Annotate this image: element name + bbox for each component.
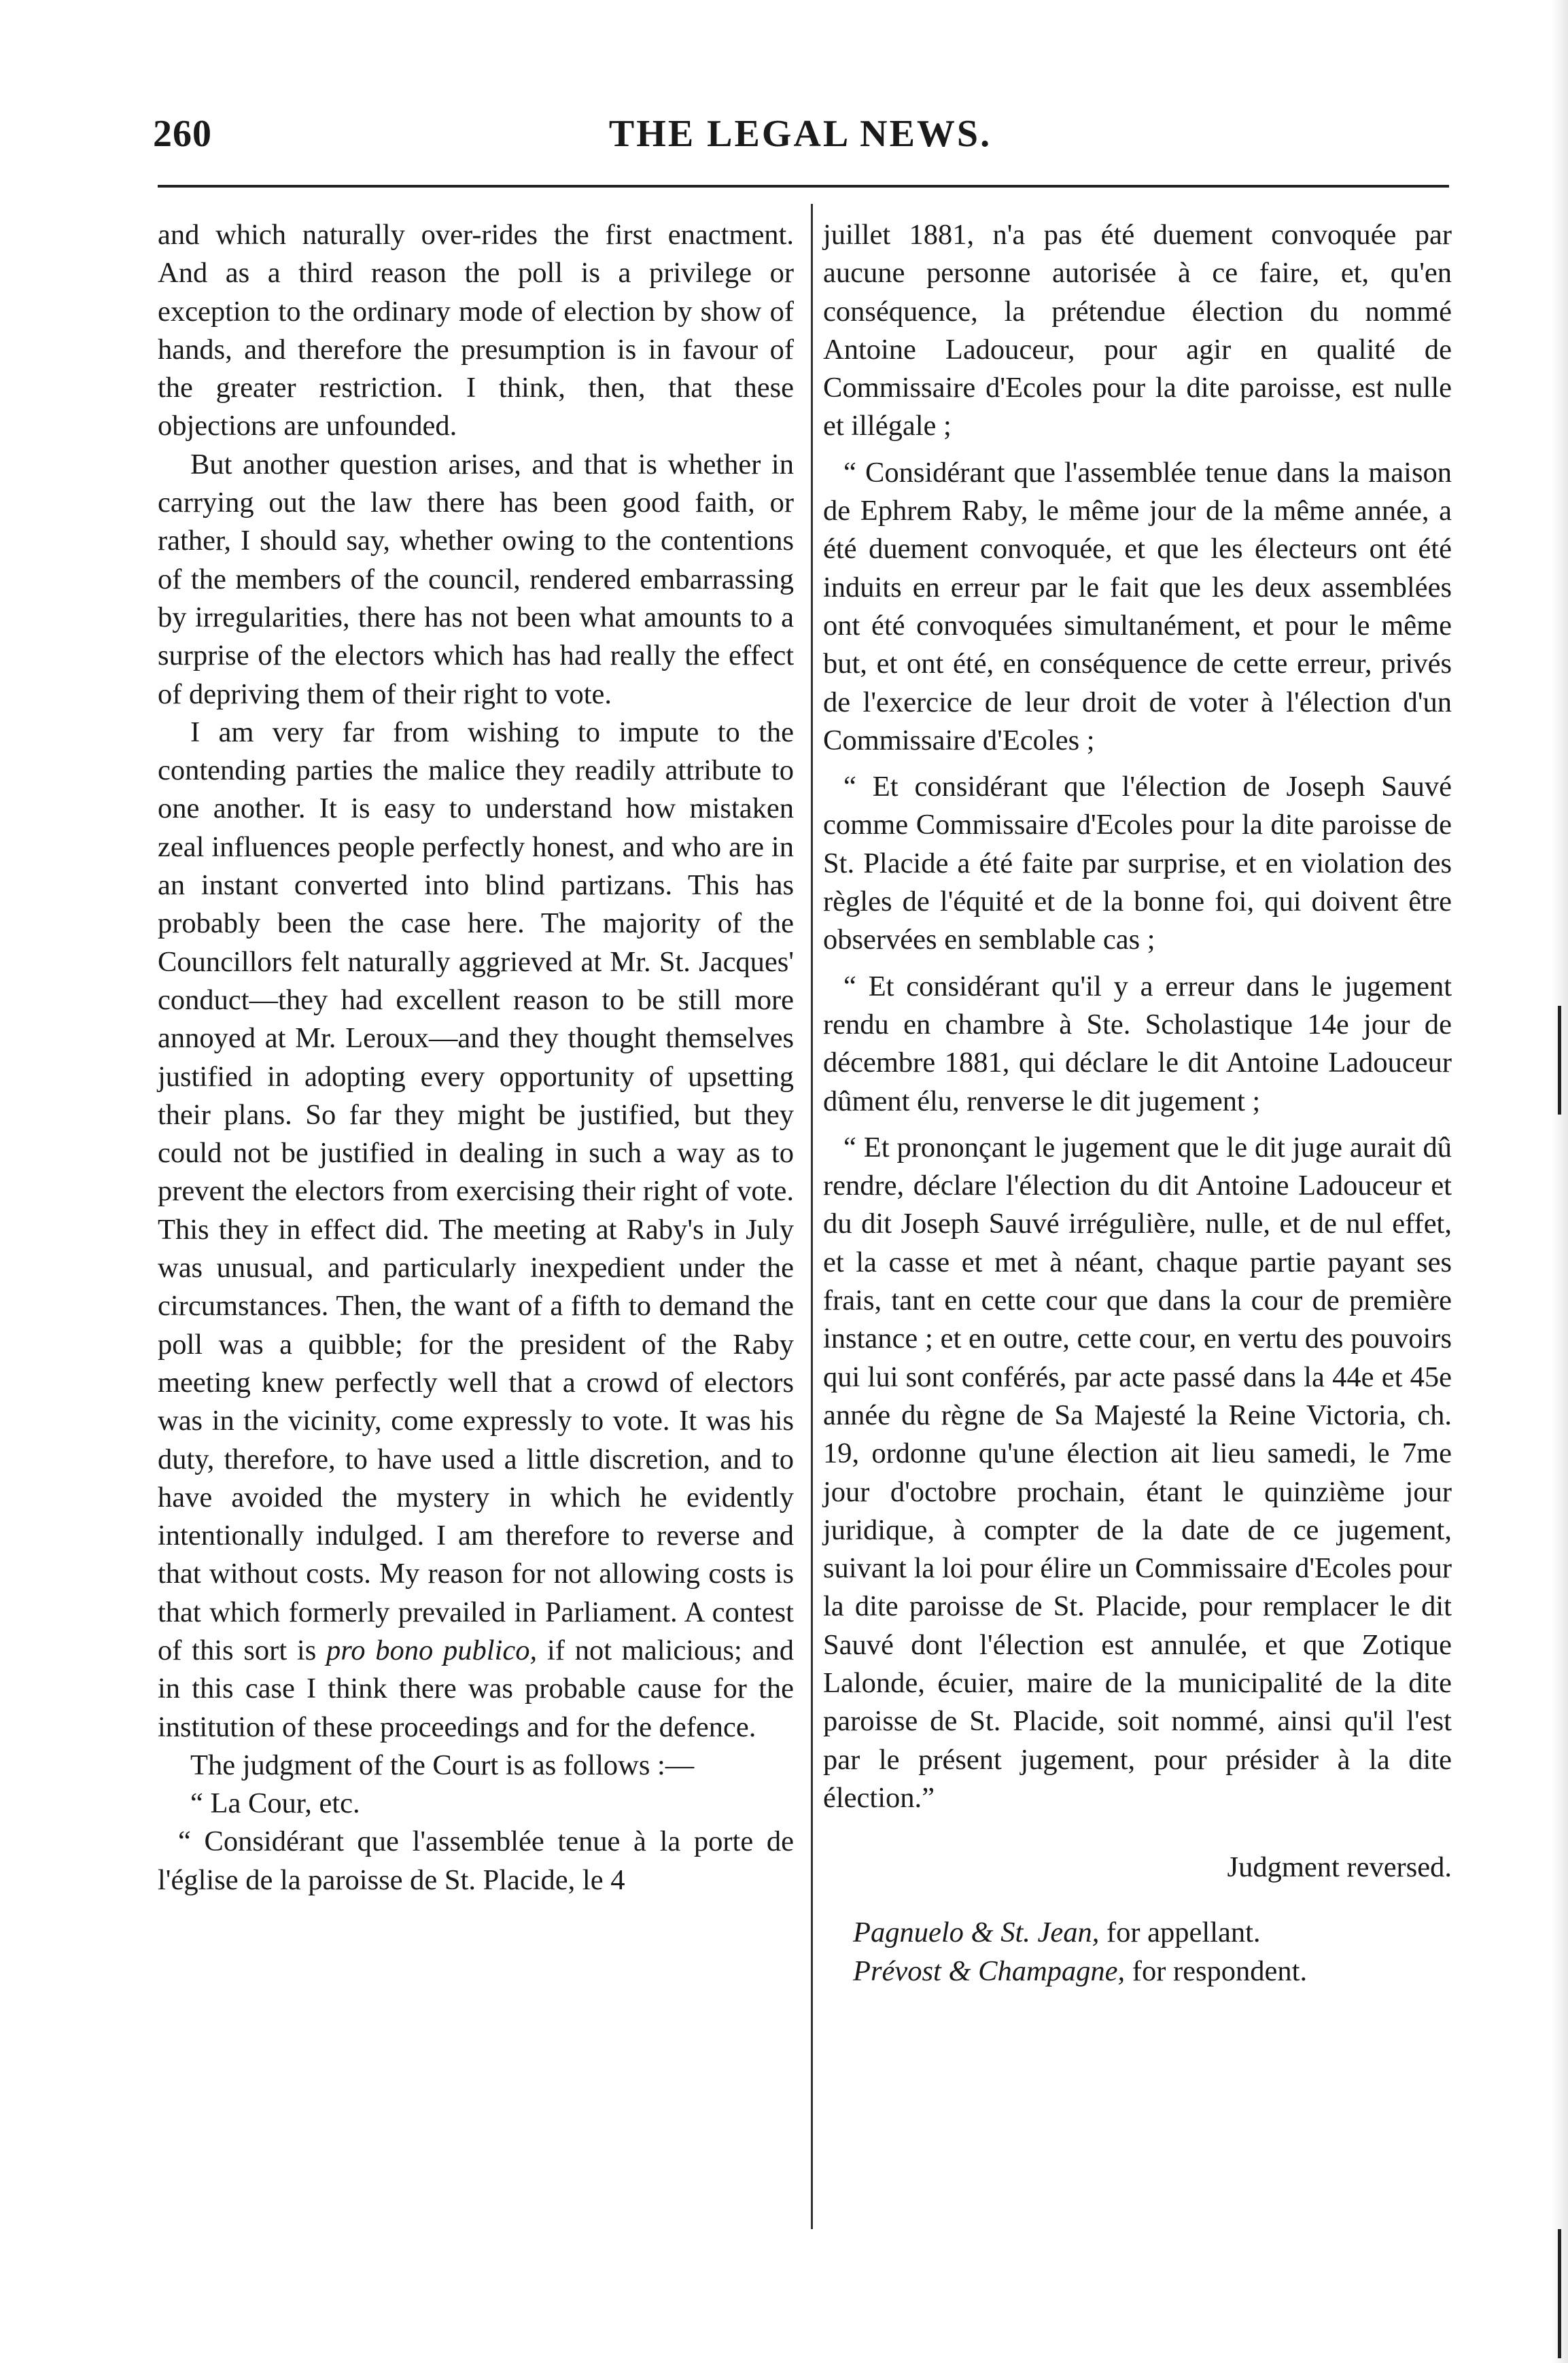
paragraph: But another question arises, and that is whether in carrying out the law there has been good faith, or rather, I should say, whether owing to the contentions of the members of the council, rendered embarrassing by irregularities, there has not been what amounts to a surprise of the electors which has had really the effect of depriving them of their right to vote. — [158, 448, 794, 710]
counsel-names: Pagnuelo & St. Jean, — [853, 1916, 1100, 1949]
counsel-role: for respondent. — [1125, 1955, 1308, 1987]
paragraph: and which naturally over-rides the first enactment. And as a third reason the poll is a privilege or exception to the ordinary mode of election by show of hands, and therefore the presumption is in favour of the greater restriction. I think, then, that these objections are unfounded. — [158, 219, 794, 442]
page-number: 260 — [153, 113, 212, 155]
judgment-heading: “ La Cour, etc. — [190, 1787, 360, 1820]
judgment-paragraph: “ Considérant que l'assemblée tenue à la porte de l'église de la paroisse de St. Placide, le 4 — [158, 1825, 794, 1896]
header-rule — [158, 185, 1449, 188]
counsel-names: Prévost & Champagne, — [853, 1955, 1126, 1987]
paragraph — [158, 714, 794, 1747]
counsel-role: for appellant. — [1099, 1916, 1261, 1949]
judgment-paragraph: “ Et prononçant le jugement que le dit juge aurait dû rendre, déclare l'élection du dit Antoine Ladouceur et du dit Joseph Sauvé irrégulière, nulle, et de nul effet, et la casse et met à néant, chaque partie payant ses frais, tant en cette cour que dans la cour de première instance ; et en outre, cette cour, en vertu des pouvoirs qui lui sont conférés, par acte passé dans la 44e et 45e année du règne de Sa Majesté la Reine Victoria, ch. 19, ordonne qu'une élection ait lieu samedi, le 7me jour d'octobre prochain, étant le quinzième jour juridique, à compter de la date de ce jugement, suivant la loi pour élire un Commissaire d'Ecoles pour la dite paroisse de St. Placide, pour remplacer le dit Sauvé dont l'élection est annulée, et que Zotique Lalonde, écuier, maire de la municipalité de la dite paroisse de St. Placide, soit nommé, ainsi qu'il l'est par le présent jugement, pour présider à la dite élection.” — [823, 1131, 1452, 1814]
scan-page-edge — [1550, 0, 1568, 2363]
left-column — [158, 216, 794, 1900]
latin-phrase: pro bono publico, — [326, 1634, 538, 1666]
judgment-paragraph: “ Considérant que l'assemblée tenue dans la maison de Ephrem Raby, le même jour de la même année, a été duement convoquée, et que les électeurs ont été induits en erreur par le fait que les deux assemblées ont été convoquées simultanément, et pour le même but, et ont été, en conséquence de cette erreur, privés de l'exercice de leur droit de voter à l'élection d'un Commissaire d'Ecoles ; — [823, 456, 1452, 756]
judgment-paragraph: “ Et considérant que l'élection de Joseph Sauvé comme Commissaire d'Ecoles pour la dite paroisse de St. Placide a été faite par surprise, et en violation des règles de l'équité et de la bonne foi, qui doivent être observées en semblable cas ; — [823, 771, 1452, 956]
judgment-result: Judgment reversed. — [1227, 1851, 1452, 1884]
judgment-paragraph: juillet 1881, n'a pas été duement convoquée par aucune personne autorisée à ce faire, et, qu'en conséquence, la prétendue élection du nommé Antoine Ladouceur, pour agir en qualité de Commissaire d'Ecoles pour la dite paroisse, est nulle et illégale ; — [823, 219, 1452, 442]
running-title: THE LEGAL NEWS. — [608, 113, 992, 155]
scan-edge-mark — [1558, 1006, 1561, 1115]
judgment-intro: The judgment of the Court is as follows :— — [190, 1749, 695, 1781]
counsel-line-appellant — [823, 1914, 1452, 1952]
right-column — [823, 216, 1452, 1991]
paragraph-text: if not malicious; and in this case I think there was probable cause for the institution of these proceedings and for the defence. — [158, 1634, 794, 1743]
page-header — [153, 112, 1448, 167]
column-divider — [811, 204, 813, 2229]
judgment-paragraph: “ Et considérant qu'il y a erreur dans le jugement rendu en chambre à Ste. Scholastique 14e jour de décembre 1881, qui déclare le dit Antoine Ladouceur dûment élu, renverse le dit jugement ; — [823, 970, 1452, 1117]
counsel-line-respondent — [823, 1953, 1452, 1991]
scan-edge-mark — [1558, 2229, 1561, 2358]
paragraph-text: I am very far from wishing to impute to the contending parties the malice they readily attribute to one another. It is easy to understand how mistaken zeal influences people perfectly honest, and who are in an instant converted into blind partizans. This has probably been the case here. The majority of the Councillors felt naturally aggrieved at Mr. St. Jacques' conduct—they had excellent reason to be still more annoyed at Mr. Leroux—and they thought themselves justified in adopting every opportunity of upsetting their plans. So far they might be justified, but they could not be justified in dealing in such a way as to prevent the electors from exercising their right of vote. This they in effect did. The meeting at Raby's in July was unusual, and particularly inexpedient under the circumstances. Then, the want of a fifth to demand the poll was a quibble; for the president of the Raby meeting knew perfectly well that a crowd of electors was in the vicinity, come expressly to vote. It was his duty, therefore, to have used a little discretion, and to have avoided the mystery in which he evidently intentionally indulged. I am therefore to reverse and that without costs. My reason for not allowing costs is that which formerly prevailed in Parliament. A contest of this sort is — [158, 716, 794, 1666]
